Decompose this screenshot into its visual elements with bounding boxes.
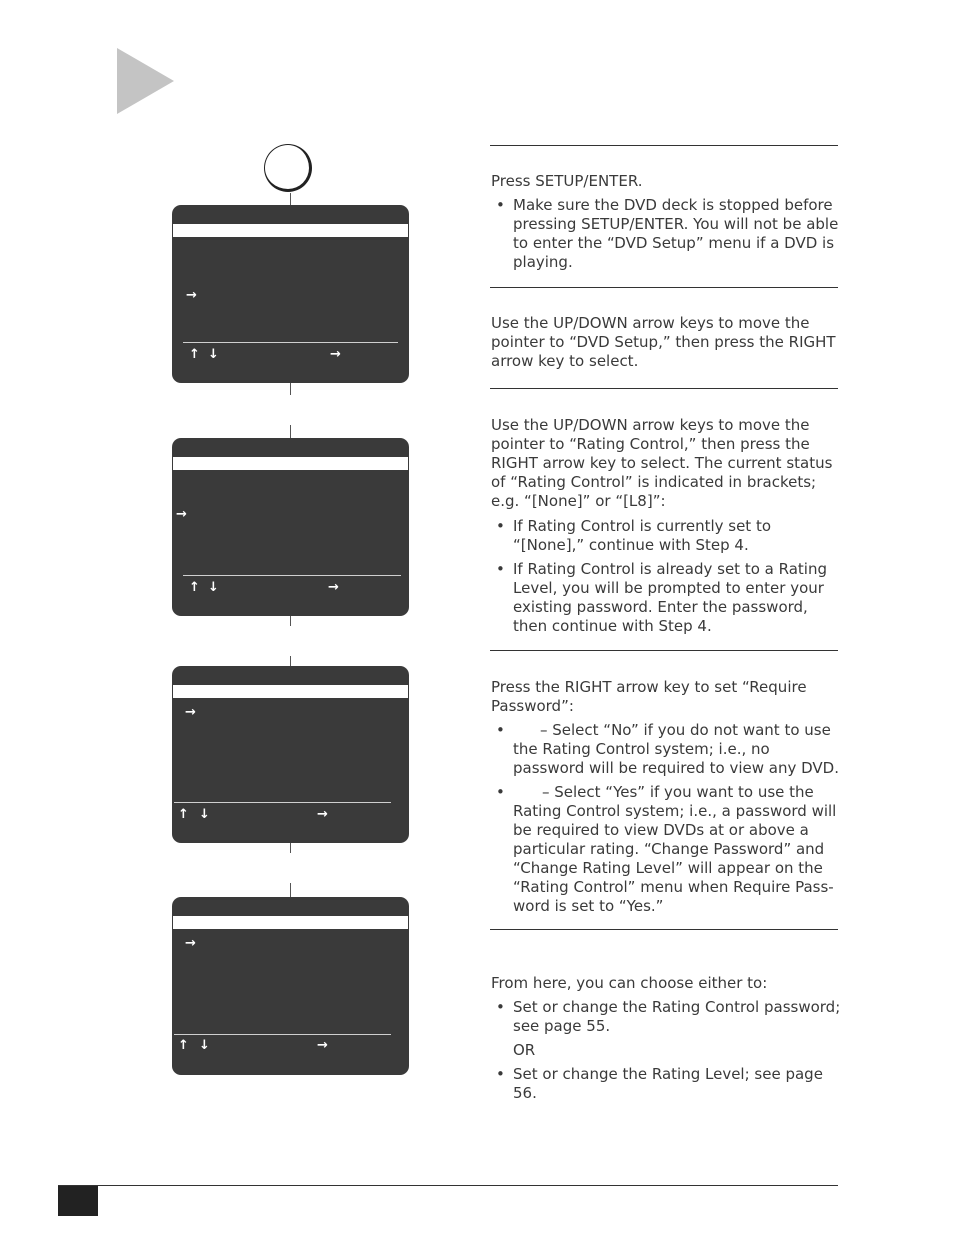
setup-button-icon xyxy=(264,144,312,192)
bullet-icon: • xyxy=(496,998,505,1016)
step4-bullet-2: – Select “Yes” if you want to use the Rating Control system; i.e., a password will be required to view DVDs at or above a particular rating. “Change Password” and “Change Rating Level” will appear on the “Rating Control” menu when Require Pass-word is set to “Yes.” xyxy=(513,783,837,915)
pointer-arrow-icon: → xyxy=(185,705,196,720)
up-arrow-icon: ↑ xyxy=(189,347,200,362)
step5-or: OR xyxy=(513,1041,536,1059)
right-arrow-icon: → xyxy=(317,807,328,822)
section-triangle-icon xyxy=(117,48,174,114)
menu-divider xyxy=(183,342,398,343)
step-divider xyxy=(490,650,838,651)
menu-title-bar xyxy=(173,457,408,470)
step-divider xyxy=(490,287,838,288)
pointer-arrow-icon: → xyxy=(176,507,187,522)
down-arrow-icon: ↓ xyxy=(199,807,210,822)
step-divider xyxy=(490,929,838,930)
step5-bullet-1: Set or change the Rating Control password; see page 55. xyxy=(513,998,841,1035)
step3-text: Use the UP/DOWN arrow keys to move the pointer to “Rating Control,” then press the RIGHT arrow key to select. The current status of “Rating Control” is indicated in brackets; e.g. “[None]” or “[L8]”: xyxy=(491,416,833,510)
pointer-arrow-icon: → xyxy=(185,936,196,951)
connector-line xyxy=(290,616,291,626)
step-divider xyxy=(490,388,838,389)
step2-text: Use the UP/DOWN arrow keys to move the pointer to “DVD Setup,” then press the RIGHT arrow key to select. xyxy=(491,314,836,370)
step3-bullet-1: If Rating Control is currently set to “[None],” continue with Step 4. xyxy=(513,517,772,554)
connector-line xyxy=(290,656,291,666)
menu-divider xyxy=(174,802,391,803)
menu-title-bar xyxy=(173,224,408,237)
step5-text: From here, you can choose either to: xyxy=(491,974,768,992)
step4-text: Press the RIGHT arrow key to set “Require Password”: xyxy=(491,678,807,715)
down-arrow-icon: ↓ xyxy=(208,580,219,595)
connector-line xyxy=(290,883,291,897)
right-arrow-icon: → xyxy=(317,1038,328,1053)
menu-divider xyxy=(174,1034,391,1035)
right-arrow-icon: → xyxy=(330,347,341,362)
up-arrow-icon: ↑ xyxy=(178,807,189,822)
step1-bullet: Make sure the DVD deck is stopped before pressing SETUP/ENTER. You will not be able to enter the “DVD Setup” menu if a DVD is playing. xyxy=(513,196,839,271)
step-divider xyxy=(490,145,838,146)
right-arrow-icon: → xyxy=(328,580,339,595)
step5-bullet-2: Set or change the Rating Level; see page 56. xyxy=(513,1065,823,1102)
step1-text: Press SETUP/ENTER. xyxy=(491,172,643,190)
menu-screen-4 xyxy=(172,897,409,1075)
footer-rule xyxy=(58,1185,838,1186)
menu-screen-3 xyxy=(172,666,409,843)
connector-line xyxy=(290,193,291,205)
bullet-icon: • xyxy=(496,560,505,578)
menu-title-bar xyxy=(173,685,408,698)
bullet-icon: • xyxy=(496,783,505,801)
step4-bullet-1: – Select “No” if you do not want to use the Rating Control system; i.e., no password will be required to view any DVD. xyxy=(513,721,840,777)
menu-screen-1 xyxy=(172,205,409,383)
bullet-icon: • xyxy=(496,721,505,739)
menu-divider xyxy=(183,575,401,576)
connector-line xyxy=(290,425,291,438)
bullet-icon: • xyxy=(496,196,505,214)
page-number-box xyxy=(58,1186,98,1216)
connector-line xyxy=(290,383,291,395)
down-arrow-icon: ↓ xyxy=(208,347,219,362)
down-arrow-icon: ↓ xyxy=(199,1038,210,1053)
menu-title-bar xyxy=(173,916,408,929)
up-arrow-icon: ↑ xyxy=(178,1038,189,1053)
menu-screen-2 xyxy=(172,438,409,616)
up-arrow-icon: ↑ xyxy=(189,580,200,595)
bullet-icon: • xyxy=(496,517,505,535)
bullet-icon: • xyxy=(496,1065,505,1083)
connector-line xyxy=(290,843,291,853)
step3-bullet-2: If Rating Control is already set to a Rating Level, you will be prompted to enter your existing password. Enter the password, then continue with Step 4. xyxy=(513,560,827,635)
pointer-arrow-icon: → xyxy=(186,288,197,303)
